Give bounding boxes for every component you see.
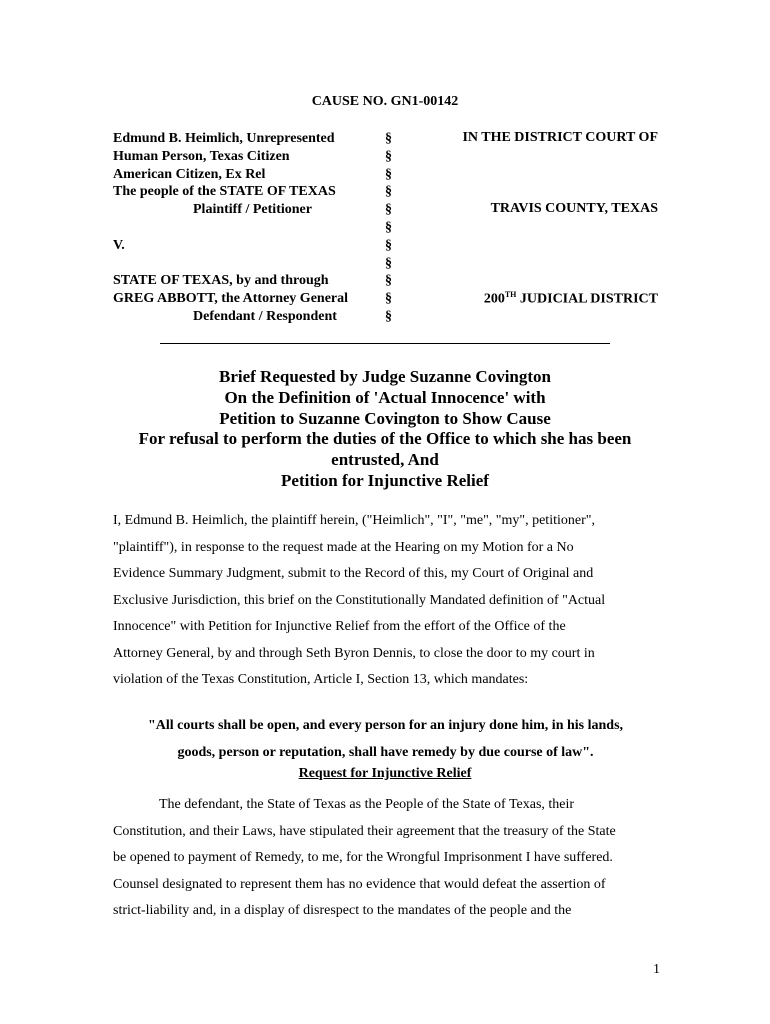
caption-line: The people of the STATE OF TEXAS: [113, 184, 336, 200]
section-symbol: §: [385, 166, 392, 182]
text-line: be opened to payment of Remedy, to me, for the Wrongful Imprisonment I have suffered.: [113, 850, 613, 865]
text-line: "plaintiff"), in response to the request made at the Hearing on my Motion for a No: [113, 539, 574, 555]
title-line: entrusted, And: [331, 450, 439, 470]
title-line: Brief Requested by Judge Suzanne Covington: [218, 367, 551, 386]
text-line: Counsel designated to represent them has no evidence that would defeat the assertion of: [113, 876, 606, 892]
injunctive-relief-paragraph: [113, 792, 658, 925]
section-symbol: §: [385, 219, 392, 235]
title-line: For refusal to perform the duties of the Office to which she has been: [138, 429, 632, 449]
text-line: Evidence Summary Judgment, submit to the Record of this, my Court of Original and: [113, 566, 594, 581]
quote-line: goods, person or reputation, shall have remedy by due course of law".: [177, 745, 594, 760]
section-symbol: §: [385, 308, 392, 324]
section-symbol: §: [385, 184, 392, 200]
caption-line: Human Person, Texas Citizen: [113, 148, 290, 164]
plaintiff-role: Plaintiff / Petitioner: [193, 202, 312, 218]
text-line: I, Edmund B. Heimlich, the plaintiff herein, ("Heimlich", "I", "me", "my", petitioner",: [113, 513, 595, 528]
party-block: [113, 130, 378, 326]
text-line: Constitution, and their Laws, have stipulated their agreement that the treasury of the State: [113, 823, 616, 839]
section-symbol: §: [385, 131, 392, 146]
caption-line: [113, 219, 378, 237]
county-name: TRAVIS COUNTY, TEXAS: [490, 201, 658, 216]
brief-title: [0, 367, 770, 492]
caption-line: American Citizen, Ex Rel: [113, 166, 266, 182]
caption-line: [113, 255, 378, 273]
text-line: Innocence" with Petition for Injunctive Relief from the effort of the Office of the: [113, 619, 566, 634]
caption-line: STATE OF TEXAS, by and through: [113, 273, 329, 289]
section-symbol-column: [385, 130, 399, 326]
defendant-role: Defendant / Respondent: [193, 308, 337, 324]
case-caption: [113, 130, 658, 330]
constitution-quote: [113, 712, 658, 766]
caption-line: GREG ABBOTT, the Attorney General: [113, 291, 349, 307]
section-symbol: §: [385, 291, 392, 307]
cause-number: CAUSE NO. GN1-00142: [311, 94, 459, 109]
text-line: The defendant, the State of Texas as the People of the State of Texas, their: [159, 797, 575, 812]
section-symbol: §: [385, 273, 392, 289]
section-heading: Request for Injunctive Relief: [298, 766, 472, 781]
quote-line: "All courts shall be open, and every person for an injury done him, in his lands,: [147, 718, 624, 733]
versus-label: V.: [113, 237, 125, 253]
title-line: On the Definition of 'Actual Innocence' with: [224, 387, 546, 407]
section-symbol: §: [385, 255, 392, 271]
district-number: 200: [483, 291, 505, 307]
title-line: Petition to Suzanne Covington to Show Cause: [219, 408, 551, 428]
text-line: strict-liability and, in a display of disrespect to the mandates of the people and the: [113, 903, 572, 918]
caption-divider: [160, 343, 610, 344]
text-line: Attorney General, by and through Seth Byron Dennis, to close the door to my court in: [113, 645, 595, 661]
title-line: Petition for Injunctive Relief: [281, 470, 489, 490]
court-name: IN THE DISTRICT COURT OF: [462, 130, 658, 145]
intro-paragraph: [113, 508, 658, 694]
district-text: JUDICIAL DISTRICT: [516, 291, 658, 307]
page-number: 1: [653, 962, 660, 977]
text-line: Exclusive Jurisdiction, this brief on the Constitutionally Mandated definition of "Actual: [113, 592, 606, 608]
section-symbol: §: [385, 237, 392, 253]
section-symbol: §: [385, 202, 392, 218]
text-line: violation of the Texas Constitution, Article I, Section 13, which mandates:: [113, 672, 529, 687]
caption-line: Edmund B. Heimlich, Unrepresented: [113, 131, 335, 146]
district-suffix: TH: [504, 290, 517, 299]
judicial-district: [484, 290, 658, 308]
section-symbol: §: [385, 148, 392, 164]
